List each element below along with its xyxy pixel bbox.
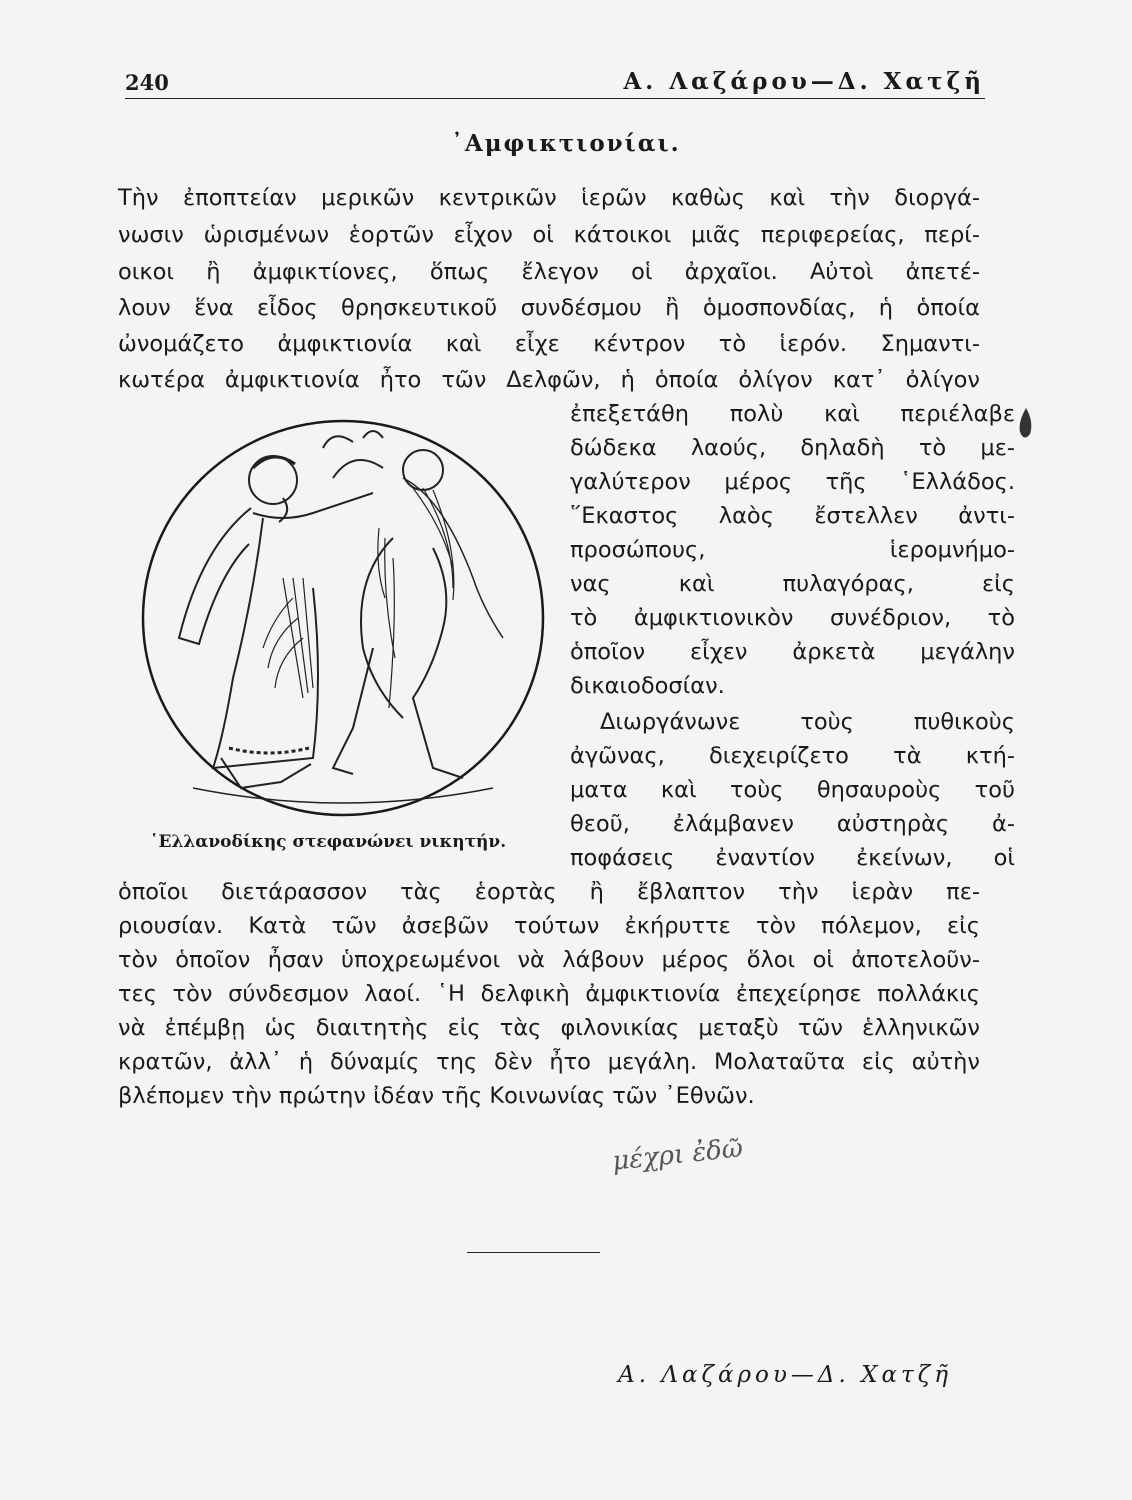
section-divider: [467, 1252, 600, 1253]
handwritten-note: μέχρι ἐδῶ: [610, 1133, 745, 1177]
column-line: νας καὶ πυλαγόρας, εἰς: [570, 571, 1015, 597]
body-line: κωτέρα ἀμφικτιονία ἦτο τῶν Δελφῶν, ἡ ὁποία ὀλίγον κατ᾿ ὀλίγον: [118, 367, 980, 393]
figure-caption: ῾Ελλανοδίκης στεφανώνει νικητήν.: [150, 832, 507, 852]
column-line: γαλύτερον μέρος τῆς ῾Ελλάδος.: [570, 469, 1015, 495]
body-line: κρατῶν, ἀλλ᾿ ἡ δύναμίς της δὲν ἦτο μεγάλη. Μολαταῦτα εἰς αὐτὴν: [118, 1049, 980, 1075]
section-title: ᾿Αμφικτιονίαι.: [451, 130, 681, 157]
page-header: [125, 66, 985, 99]
vase-painting-illustration: [133, 418, 553, 823]
column-line: θεοῦ, ἐλάμβανεν αὐστηρὰς ἀ-: [570, 811, 1015, 837]
column-line: ἀγῶνας, διεχειρίζετο τὰ κτή-: [570, 743, 1015, 769]
body-line: Τὴν ἐποπτείαν μερικῶν κεντρικῶν ἱερῶν καθὼς καὶ τὴν διοργά-: [118, 185, 980, 211]
body-line: νωσιν ὡρισμένων ἑορτῶν εἶχον οἱ κάτοικοι μιᾶς περιφερείας, περί-: [118, 222, 980, 248]
body-line: νὰ ἐπέμβῃ ὡς διαιτητὴς εἰς τὰς φιλονικίας μεταξὺ τῶν ἑλληνικῶν: [118, 1015, 980, 1041]
column-line: ὁποῖον εἶχεν ἀρκετὰ μεγάλην: [570, 639, 1015, 665]
column-line: Διωργάνωνε τοὺς πυθικοὺς: [600, 709, 1015, 735]
signature: Α. Λαζάρου—Δ. Χατζῆ: [618, 1362, 952, 1388]
ink-smudge-mark: [1012, 404, 1042, 444]
body-line: ὁποῖοι διετάρασσον τὰς ἑορτὰς ἢ ἔβλαπτον τὴν ἱερὰν πε-: [118, 879, 980, 905]
running-head: Α. Λαζάρου—Δ. Χατζῆ: [623, 68, 985, 95]
body-line: οικοι ἢ ἀμφικτίονες, ὅπως ἔλεγον οἱ ἀρχαῖοι. Αὐτοὶ ἀπετέ-: [118, 259, 980, 285]
body-line: τὸν ὁποῖον ἦσαν ὑποχρεωμένοι νὰ λάβουν μέρος ὅλοι οἱ ἀποτελοῦν-: [118, 947, 980, 973]
column-line: δικαιοδοσίαν.: [570, 673, 725, 699]
column-line: ποφάσεις ἐναντίον ἐκείνων, οἱ: [570, 845, 1015, 871]
column-line: τὸ ἀμφικτιονικὸν συνέδριον, τὸ: [570, 605, 1015, 631]
column-line: δώδεκα λαούς, δηλαδὴ τὸ με-: [570, 435, 1015, 461]
column-line: ῞Εκαστος λαὸς ἔστελλεν ἀντι-: [570, 503, 1015, 529]
body-line: ὠνομάζετο ἀμφικτιονία καὶ εἶχε κέντρον τὸ ἱερόν. Σημαντι-: [118, 331, 980, 357]
body-line: λουν ἕνα εἶδος θρησκευτικοῦ συνδέσμου ἢ ὁμοσπονδίας, ἡ ὁποία: [118, 295, 980, 321]
body-line: τες τὸν σύνδεσμον λαοί. ῾Η δελφικὴ ἀμφικτιονία ἐπεχείρησε πολλάκις: [118, 981, 980, 1007]
column-line: ματα καὶ τοὺς θησαυροὺς τοῦ: [570, 777, 1015, 803]
body-line: βλέπομεν τὴν πρώτην ἰδέαν τῆς Κοινωνίας τῶν ᾿Εθνῶν.: [118, 1083, 755, 1109]
page-number: 240: [125, 70, 169, 95]
column-line: προσώπους, ἱερομνήμο-: [570, 537, 1015, 563]
column-line: ἐπεξετάθη πολὺ καὶ περιέλαβε: [570, 401, 1015, 427]
body-line: ριουσίαν. Κατὰ τῶν ἀσεβῶν τούτων ἐκήρυττε τὸν πόλεμον, εἰς: [118, 913, 980, 939]
